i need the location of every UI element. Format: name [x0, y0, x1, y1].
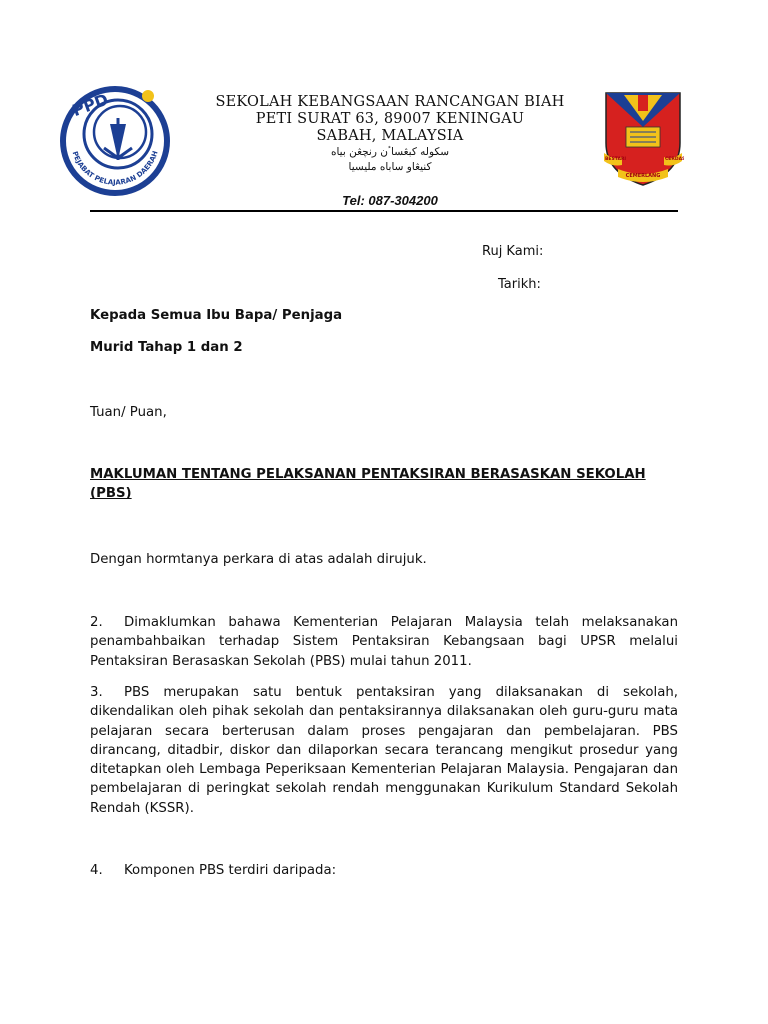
paragraph-4 — [90, 861, 678, 880]
paragraph-number: 3. — [90, 685, 103, 700]
letterhead-text — [170, 94, 610, 175]
paragraph-number: 4. — [90, 863, 103, 878]
paragraph-text: Komponen PBS terdiri daripada: — [124, 863, 337, 878]
crest-motto-right: CERDAS — [665, 157, 684, 162]
recipient-line-2: Murid Tahap 1 dan 2 — [90, 340, 243, 355]
telephone: Tel: 087-304200 — [342, 193, 438, 208]
ruj-kami-label: Ruj Kami: — [482, 244, 544, 259]
paragraph-text: Dimaklumkan bahawa Kementerian Pelajaran Malaysia telah melaksanakan penambahbaikan terhadap Sistem Pentaksiran Kebangsaan bagi UPSR melalui Pentaksiran Berasaskan Sekolah (PBS) mulai tahun 2011. — [90, 615, 678, 669]
paragraph-text: PBS merupakan satu bentuk pentaksiran yang dilaksanakan di sekolah, dikendalikan oleh pihak sekolah dan pentaksirannya dilaksanakan oleh guru-guru mata pelajaran secara berterusan dalam proses pengajaran dan pembelajaran. PBS dirancang, ditadbir, diskor dan dilaporkan secara terancang mengikut prosedur yang ditetapkan oleh Lembaga Peperiksaan Kementerian Pelajaran Malaysia. Pengajaran dan pembelajaran di peringkat sekolah rendah menggunakan Kurikulum Standard Sekolah Rendah (KSSR). — [90, 685, 678, 816]
school-name: SEKOLAH KEBANGSAAN RANCANGAN BIAH — [215, 94, 565, 110]
letterhead-divider — [90, 210, 678, 212]
salutation: Tuan/ Puan, — [90, 405, 167, 420]
paragraph-3 — [90, 683, 678, 818]
school-address: PETI SURAT 63, 89007 KENINGAU — [255, 111, 525, 127]
crest-motto-left: BESTARI — [605, 157, 627, 162]
paragraph-number: 2. — [90, 615, 103, 630]
subject-heading: MAKLUMAN TENTANG PELAKSANAN PENTAKSIRAN BERASASKAN SEKOLAH (PBS) — [90, 467, 646, 502]
ppd-logo-text: PPD — [69, 89, 111, 121]
tarikh-label: Tarikh: — [498, 277, 541, 292]
jawi-line-1: سكوله كبڠساٴن رنچڠن بياه — [330, 146, 450, 158]
school-region: SABAH, MALAYSIA — [316, 128, 464, 144]
crest-motto-bottom: CEMERLANG — [625, 173, 661, 179]
jawi-line-2: كنيڠاو ساباه مليسيا — [348, 161, 432, 173]
recipient-line-1: Kepada Semua Ibu Bapa/ Penjaga — [90, 308, 343, 323]
opening-line: Dengan hormtanya perkara di atas adalah dirujuk. — [90, 552, 427, 567]
school-crest — [602, 87, 684, 187]
ppd-ring-text: PEJABAT PELAJARAN DAERAH — [70, 149, 160, 187]
paragraph-2 — [90, 613, 678, 671]
ppd-logo — [58, 84, 172, 198]
